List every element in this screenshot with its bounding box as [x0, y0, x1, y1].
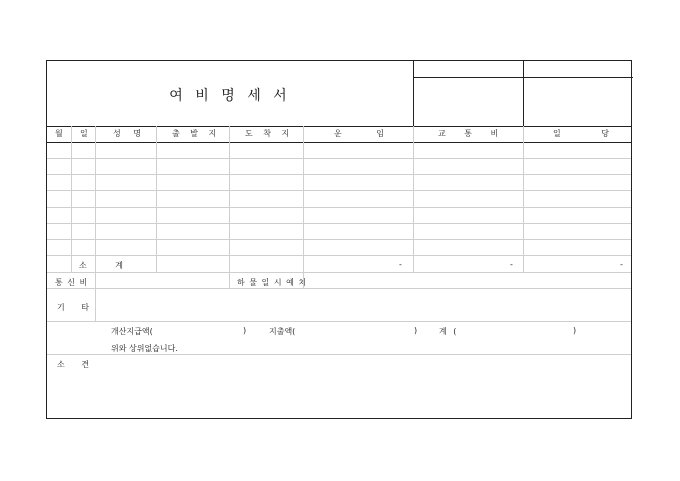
expense-amount-close: )	[414, 326, 418, 335]
table-row	[47, 190, 631, 191]
settlement-bottom-line	[47, 354, 631, 355]
table-row	[47, 239, 631, 240]
subtotal-fare: -	[399, 260, 402, 269]
luggage-divider	[303, 272, 304, 288]
col-divider	[229, 126, 230, 272]
table-row	[47, 207, 631, 208]
col-name: 성 명	[113, 129, 142, 138]
col-divider	[523, 126, 524, 272]
opinion-label: 소 견	[57, 360, 89, 369]
col-divider	[303, 126, 304, 272]
other-label: 기 타	[57, 303, 89, 312]
approval-box-divider	[413, 61, 414, 126]
col-month: 월	[55, 129, 64, 138]
col-day: 일	[80, 129, 89, 138]
approval-box-divider	[523, 61, 524, 126]
telecom-label: 통 신 비	[55, 278, 89, 287]
calc-amount-close: )	[243, 326, 247, 335]
other-bottom-line	[47, 321, 631, 322]
form-title: 여 비 명 세 서	[169, 88, 291, 104]
other-divider	[95, 288, 96, 321]
telecom-divider	[95, 272, 96, 288]
expense-amount-label: 지출액(	[269, 327, 296, 336]
confirm-text: 위와 상위없습니다.	[111, 344, 178, 353]
col-divider	[71, 126, 72, 272]
total-close: )	[573, 326, 577, 335]
telecom-divider	[229, 272, 230, 288]
col-divider	[156, 126, 157, 272]
col-fare: 운 임	[334, 129, 385, 138]
header-top-line	[47, 126, 631, 127]
subtotal-transport: -	[510, 260, 513, 269]
table-row	[47, 158, 631, 159]
approval-box-line	[413, 77, 633, 78]
subtotal-bottom-line	[47, 272, 631, 273]
subtotal-daily: -	[620, 260, 623, 269]
subtotal-label: 소 계	[79, 261, 123, 270]
total-label: 계 (	[439, 327, 457, 336]
table-row	[47, 174, 631, 175]
col-departure: 출 발 지	[172, 129, 218, 138]
table-row	[47, 255, 631, 256]
telecom-bottom-line	[47, 288, 631, 289]
luggage-label: 하 물 일 시 예 치	[237, 278, 308, 287]
col-divider	[413, 126, 414, 272]
col-divider	[95, 126, 96, 272]
calc-amount-label: 개산지급액(	[111, 327, 153, 336]
table-row	[47, 223, 631, 224]
col-transport: 교 통 비	[438, 129, 500, 138]
col-daily: 일 당	[553, 129, 610, 138]
header-bottom-line	[47, 142, 631, 143]
travel-expense-form	[46, 60, 632, 419]
col-arrival: 도 착 지	[245, 129, 291, 138]
